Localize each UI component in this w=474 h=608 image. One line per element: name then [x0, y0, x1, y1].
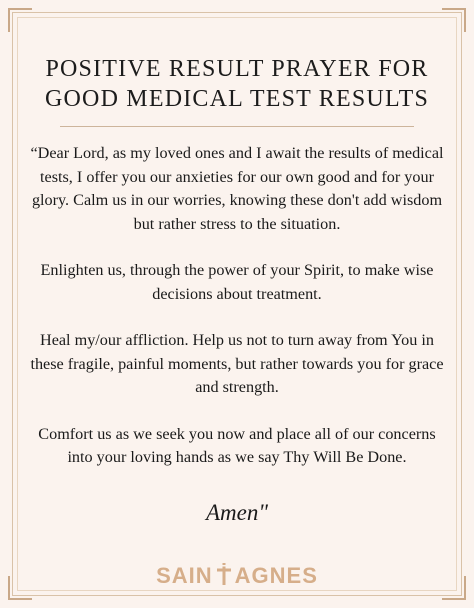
- title-line-2: GOOD MEDICAL TEST RESULTS: [44, 86, 430, 112]
- corner-ornament-top-right: [442, 8, 466, 32]
- prayer-paragraph-1: “Dear Lord, as my loved ones and I await the results of medical tests, I offer you our anxieties for our own good and for your glory. Calm us in our worries, knowing these don't add wisdom but rather stress to the situation.: [30, 144, 444, 233]
- prayer-paragraph-3: Heal my/our affliction. Help us not to turn away from You in these fragile, painful moments, but rather towards you for grace and strength.: [30, 331, 444, 396]
- logo-text-right: AGNES: [234, 563, 318, 588]
- title-line-1: POSITIVE RESULT PRAYER FOR: [45, 56, 429, 82]
- closing-amen: Amen": [205, 500, 269, 525]
- cross-icon: [216, 562, 232, 586]
- brand-logo: [0, 562, 474, 589]
- page-title: [30, 54, 444, 114]
- logo-text-left: SAIN: [156, 563, 213, 588]
- title-divider: [60, 126, 414, 127]
- corner-ornament-top-left: [8, 8, 32, 32]
- prayer-body: [28, 142, 446, 493]
- prayer-paragraph-4: Comfort us as we seek you now and place all of our concerns into your loving hands as we say Thy Will Be Done.: [38, 424, 436, 466]
- prayer-paragraph-2: Enlighten us, through the power of your Spirit, to make wise decisions about treatment.: [40, 261, 434, 303]
